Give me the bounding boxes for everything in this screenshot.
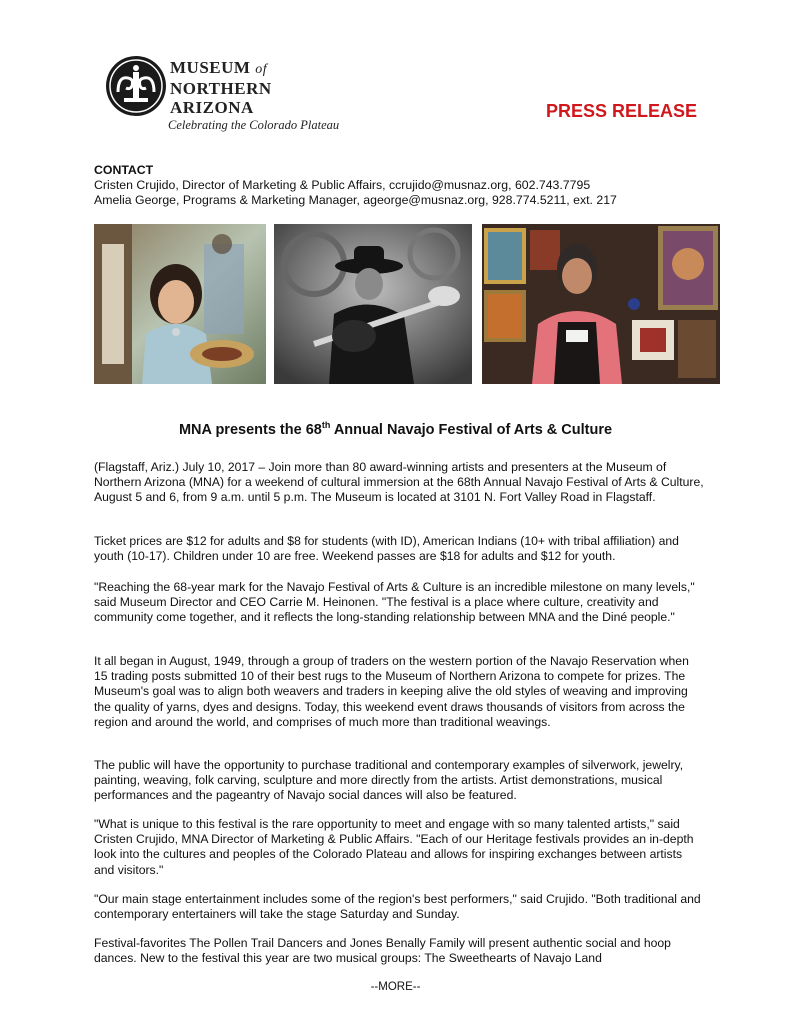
photo-artist-with-paintings (482, 224, 720, 384)
photo-guitar-player (274, 224, 472, 384)
paragraph-1: (Flagstaff, Ariz.) July 10, 2017 – Join more than 80 award-winning artists and presenters at the Museum of Northern Arizona (MNA) for a weekend of cultural immersion at the 68th Annual Navajo Festival of Arts & Culture, August 5 and 6, from 9 a.m. until 5 p.m. The Museum is located at 3101 N. Fort Valley Road in Flagstaff. (94, 460, 704, 505)
logo-of: of (255, 62, 268, 77)
press-release-label: PRESS RELEASE (546, 101, 698, 121)
headline-post: Annual Navajo Festival of Arts & Culture (330, 422, 613, 438)
more-footer: --MORE-- (370, 981, 421, 993)
museum-seal-icon (104, 54, 168, 118)
paragraph-4: It all began in August, 1949, through a group of traders on the western portion of the Navajo Reservation when 15 trading posts submitted 10 of their best rugs to the Museum of Northern Arizona to compete for prizes. The Museum's goal was to align both weavers and traders in keeping alive the old styles of weaving and improving the quality of yarns, dyes and designs. Today, this weekend event draws thousands of visitors from across the region and around the world, and comprises of much more than traditional weavings. (94, 654, 689, 729)
headline-sup: th (321, 420, 331, 430)
logo-line1: MUSEUM (170, 58, 251, 77)
logo-line3: ARIZONA (170, 98, 254, 117)
paragraph-6: "What is unique to this festival is the rare opportunity to meet and engage with so many talented artists," said Cristen Crujido, MNA Director of Marketing & Public Affairs. "Each of our Heritage festivals provides an in-depth look into the cultures and peoples of the Colorado Plateau and allows for inspiring exchanges between artists and visitors." (94, 817, 694, 877)
contact-heading: CONTACT (94, 163, 154, 177)
logo-line2: NORTHERN (170, 79, 272, 98)
paragraph-2: Ticket prices are $12 for adults and $8 for students (with ID), American Indians (10+ with tribal affiliation) and youth (10-17). Children under 10 are free. Weekend passes are $18 for adults and $12 for youth. (94, 534, 679, 564)
photo-girl-with-basket (94, 224, 266, 384)
contact-line-1: Cristen Crujido, Director of Marketing & Public Affairs, ccrujido@musnaz.org, 602.743.7795 (94, 178, 591, 192)
contact-block (94, 163, 617, 208)
museum-logo (104, 54, 364, 136)
paragraph-3: "Reaching the 68-year mark for the Navajo Festival of Arts & Culture is an incredible milestone on many levels," said Museum Director and CEO Carrie M. Heinonen. "The festival is a place where culture, creativity and community come together, and it reflects the long-standing relationship between MNA and the Diné people." (94, 580, 695, 625)
logo-tagline: Celebrating the Colorado Plateau (168, 118, 340, 132)
contact-line-2: Amelia George, Programs & Marketing Manager, ageorge@musnaz.org, 928.774.5211, ext. 217 (94, 193, 617, 207)
headline (0, 422, 791, 438)
headline-pre: MNA presents the 68 (178, 422, 322, 438)
logo-wordmark (170, 58, 272, 117)
paragraph-5: The public will have the opportunity to purchase traditional and contemporary examples of silverwork, jewelry, painting, weaving, folk carving, sculpture and more directly from the artists. Artist demonstrations, musical performances and the pageantry of Navajo social dances will also be featured. (94, 758, 684, 803)
paragraph-7: "Our main stage entertainment includes some of the region's best performers," said Crujido. "Both traditional and contemporary entertainers will take the stage Saturday and Sunday. (94, 892, 701, 922)
paragraph-8: Festival-favorites The Pollen Trail Dancers and Jones Benally Family will present authentic social and hoop dances. New to the festival this year are two musical groups: The Sweethearts of Navajo Land (94, 936, 671, 966)
